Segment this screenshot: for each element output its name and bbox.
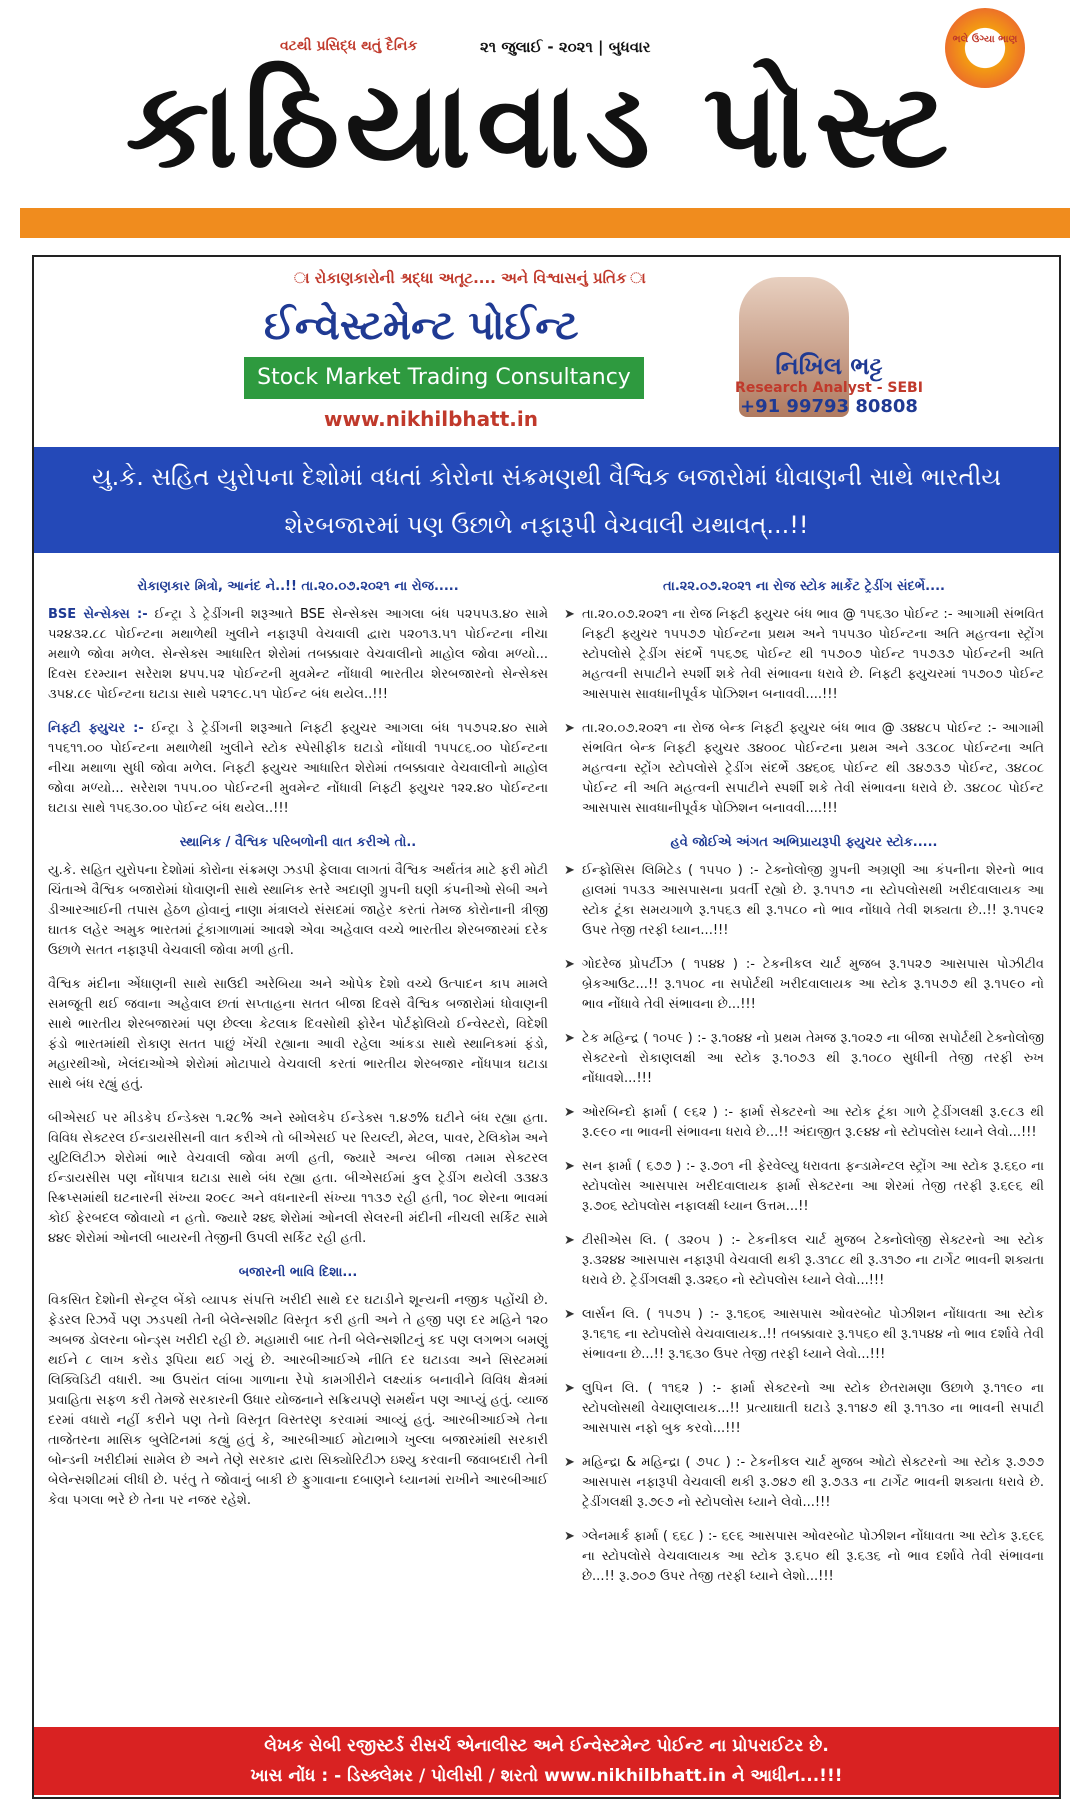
orange-rule [20,208,1070,238]
stock-item [564,1527,1044,1587]
newspaper-title: કાઠિયાવાડ પોસ્ટ [125,55,955,194]
arrow-icon: ➤ [564,1455,575,1470]
arrow-icon: ➤ [564,863,575,878]
arrow-icon: ➤ [564,1031,575,1046]
bse-label: BSE સેન્સેક્સ :- [48,607,148,622]
right-column [564,567,1044,1601]
stock-text: ટેક મહિન્દ્ર ( ૧૦૫૯ ) :- રૂ.૧૦૪૪ નો પ્રથમ તેમજ રૂ.૧૦૨૭ ના બીજા સપોર્ટથી ટેક્નોલોજી સેક્ટરનો રોકાણલક્ષી આ સ્ટોક રૂ.૧૦૭૩ થી રૂ.૧૦૮૦ સુધીની તેજી તરફી રુખ નોંધાવશે...!!! [582,1031,1044,1086]
brand-name: ઈન્વેસ્ટમેન્ટ પોઈન્ટ [264,302,579,349]
stock-item [564,1231,1044,1291]
dateline: ૨૧ જુલાઈ - ૨૦૨૧ | બુધવાર [480,38,651,56]
bse-paragraph [48,605,548,705]
arrow-icon: ➤ [564,1105,575,1120]
stock-item [564,1157,1044,1217]
nifty-label: નિફ્ટી ફ્યુચર :- [48,721,144,736]
stock-text: ગોદરેજ પ્રોપર્ટીઝ ( ૧૫૪૪ ) :- ટેકનીકલ ચાર્ટ મુજબ રૂ.૧૫૨૭ આસપાસ પોઝીટીવ બ્રેકઆઉટ...!! રૂ.૧૫૦૮ ના સપોર્ટથી ખરીદવાલાયક આ સ્ટોક રૂ.૧૫૭૭ થી રૂ.૧૫૯૦ નો ભાવ નોંધાવે તેવી સંભાવના છે...!!! [582,957,1044,1012]
arrow-icon: ➤ [564,1381,575,1396]
stock-item [564,1379,1044,1439]
nifty-outlook: તા.૨૦.૦૭.૨૦૨૧ ના રોજ નિફ્ટી ફ્યુચર બંધ ભાવ @ ૧૫૬૩૦ પોઈન્ટ :- આગામી સંભવિત નિફ્ટી ફ્યુચર ૧૫૫૭૭ પોઈન્ટના પ્રથમ અને ૧૫૫૩૦ પોઈન્ટના અતિ મહત્વના સ્ટ્રોંગ સ્ટોપલોસે ટ્રેડીંગ સંદર્ભે ૧૫૬૭૬ પોઈન્ટ થી ૧૫૭૦૭ પોઈન્ટ ૧૫૭૩૭ પોઈન્ટની અતિ મહત્વની સપાટીને સ્પર્શી શકે તેવી સંભાવના ધરાવે છે. નિફ્ટી ફ્યુચરમાં ૧૫૭૦૭ પોઈન્ટ આસપાસ સાવધાનીપૂર્વક પોઝિશન બનાવવી....!!! [582,607,1044,702]
arrow-icon: ➤ [564,1233,575,1248]
motto: ા રોકાણકારોની શ્રદ્ધા અતૂટ.... અને વિશ્વાસનું પ્રતિક ા [294,269,646,287]
stock-text: ટીસીએસ લિ. ( ૩૨૦૫ ) :- ટેકનીકલ ચાર્ટ મુજબ ટેક્નોલોજી સેક્ટરનો આ સ્ટોક રૂ.૩૨૪૪ આસપાસ નફારૂપી વેચવાલી થકી રૂ.૩૧૮૮ થી રૂ.૩૧૭૦ ના ટાર્ગેટ ભાવની શક્યતા ધરાવે છે. ટ્રેડીંગલક્ષી રૂ.૩૨૬૦ નો સ્ટોપલોસ ધ્યાને લેવો...!!! [582,1233,1044,1288]
arrow-icon: ➤ [564,1159,575,1174]
stock-text: ઓરબિન્દો ફાર્મા ( ૯૬૨ ) :- ફાર્મા સેક્ટરનો આ સ્ટોક ટૂંકા ગાળે ટ્રેડીંગલક્ષી રૂ.૯૮૩ થી રૂ.૯૯૦ ના ભાવની સંભાવના ધરાવે છે...!! અંદાજીત રૂ.૯૪૪ નો સ્ટોપલોસ ધ્યાને લેવો...!!! [582,1105,1044,1140]
stock-text: લાર્સન લિ. ( ૧૫૭૫ ) :- રૂ.૧૬૦૬ આસપાસ ઓવરબોટ પોઝીશન નોંધાવતા આ સ્ટોક રૂ.૧૬૧૬ ના સ્ટોપલોસે વેચવાલાયક..!! તબક્કાવાર રૂ.૧૫૬૦ થી રૂ.૧૫૪૪ નો ભાવ દર્શાવે તેવી સંભાવના છે...!! રૂ.૧૬૩૦ ઉપર તેજી તરફી ધ્યાને લેવો...!!! [582,1307,1044,1362]
left-column [48,567,548,1525]
stock-text: મહિન્દ્રા & મહિન્દ્રા ( ૭૫૮ ) :- ટેકનીકલ ચાર્ટ મુજબ ઓટો સેક્ટરનો આ સ્ટોક રૂ.૭૭૭ આસપાસ નફારૂપી વેચવાલી થકી રૂ.૭૪૭ થી રૂ.૭૩૩ ના ટાર્ગેટ ભાવની શક્યતા ધરાવે છે. ટ્રેડીંગલક્ષી રૂ.૭૯૭ નો સ્ટોપલોસ ધ્યાને લેવો...!!! [582,1455,1044,1510]
intro-heading: રોકાણકાર મિત્રો, આનંદ ને..!! તા.૨૦.૦૭.૨૦૨૧ ના રોજ..... [137,579,459,594]
website-link[interactable]: www.nikhilbhatt.in [324,407,538,431]
stock-item [564,1029,1044,1089]
stock-item [564,955,1044,1015]
paragraph: વિકસિત દેશોની સેન્ટ્રલ બેંકો વ્યાપક સંપત્તિ ખરીદી સાથે દર ઘટાડીને શૂન્યની નજીક પહોંચી છે. ફેડરલ રિઝર્વે પણ ઝડપથી તેની બેલેન્સશીટ વિસ્તૃત કરી હતી અને તે હજી પણ દર મહિને ૧૨૦ અબજ ડોલરના બોન્ડ્સ ખરીદી રહી છે. મહામારી બાદ તેની બેલેન્સશીટનું કદ પણ લગભગ બમણું થઈને ૮ લાખ કરોડ રૂપિયા થઈ ગયું છે. આરબીઆઈએ નીતિ દર ઘટાડવા અને સિસ્ટમમાં લિક્વિડિટી વધારી. આ ઉપરાંત લાંબા ગાળાના રેપો કામગીરીને લક્ષ્યાંક બનાવીને વિવિધ ક્ષેત્રમાં પ્રવાહિતા સફળ કરી તેમજે સરકારની ઉધાર યોજનાને સક્રિયપણે સમર્થન પણ આપ્યું હતું. વ્યાજ દરમાં વધારો નહીં કરીને પણ તેનો વિસ્તૃત વિસ્તરણ કરવામાં આવ્યું હતું. આરબીઆઈએ તેના તાજેતરના માસિક બુલેટિનમાં કહ્યું હતું કે, આરબીઆઈ મોટાભાગે ખુલ્લા બજારમાંથી સરકારી બોન્ડની ખરીદીમાં સામેલ છે અને તેણે સરકાર દ્વારા સિક્યોરિટીઝ ઇશ્યુ કરવાની જવાબદારી તેની બેલેન્સશીટમાં લીધી છે. પરંતુ તે જોવાનું બાકી છે ફુગાવાના દબાણને ધ્યાનમાં રાખીને આરબીઆઈ કેવા પગલા ભરે છે તેના પર નજર રહેશે. [48,1293,548,1508]
sun-logo-text: ભલે ઉગ્યા ભાણ [952,34,1018,45]
banknifty-outlook: તા.૨૦.૦૭.૨૦૨૧ ના રોજ બેન્ક નિફ્ટી ફ્યુચર બંધ ભાવ @ ૩૪૪૮૫ પોઈન્ટ :- આગામી સંભવિત બેન્ક નિફ્ટી ફ્યુચર ૩૪૦૦૮ પોઈન્ટના પ્રથમ અને ૩૩૮૦૮ પોઈન્ટના અતિ મહત્વના સ્ટ્રોંગ સ્ટોપલોસે ટ્રેડીંગ સંદર્ભે ૩૪૬૦૬ પોઈન્ટ થી ૩૪૭૩૭ પોઈન્ટ, ૩૪૮૦૮ પોઈન્ટ ની અતિ મહત્વની સપાટીને સ્પર્શી શકે તેવી સંભાવના ધરાવે છે. ૩૪૮૦૮ પોઈન્ટ આસપાસ સાવધાનીપૂર્વક પોઝિશન બનાવવી....!!! [582,721,1044,816]
arrow-icon: ➤ [564,1529,575,1544]
headline: યુ.કે. સહિત યુરોપના દેશોમાં વધતાં કોરોના સંક્રમણથી વૈશ્વિક બજારોમાં ધોવાણની સાથે ભારતીય શેરબજારમાં પણ ઉછાળે નફારૂપી વેચવાલી યથાવત્...!! [34,447,1059,553]
stock-text: ગ્લેનમાર્ક ફાર્મા ( ૬૬૮ ) :- ૬૯૬ આસપાસ ઓવરબોટ પોઝીશન નોંધાવતા આ સ્ટોક રૂ.૬૯૬ ના સ્ટોપલોસે વેચવાલાયક આ સ્ટોક રૂ.૬૫૦ થી રૂ.૬૩૬ નો ભાવ દર્શાવે તેવી સંભાવના છે...!! રૂ.૭૦૭ ઉપર તેજી તરફી ધ્યાને લેશો...!!! [582,1529,1044,1584]
arrow-icon: ➤ [564,957,575,972]
consultancy-banner: Stock Market Trading Consultancy [244,357,644,399]
footer-line-1: લેખક સેબી રજીસ્ટર્ડ રીસર્ચ એનાલીસ્ટ અને ઈન્વેસ્ટમેન્ટ પોઈન્ટ ના પ્રોપરાઈટર છે. [264,1736,829,1756]
paragraph: યુ.કે. સહિત યુરોપના દેશોમાં કોરોના સંક્રમણ ઝડપી ફેલાવા લાગતાં વૈશ્વિક અર્થતંત્ર માટે ફરી મોટી ચિંતાએ વૈશ્વિક બજારોમાં ધોવાણની સાથે સ્થાનિક સ્તરે અદાણી ગ્રુપની ઘણી કંપનીઓ સેબી અને ડીઆરઆઈની તપાસ હેઠળ હોવાનું નાણા મંત્રાલયે સંસદમાં જાહેર કરતાં તેમજ કોરોનાની ત્રીજી ઘાતક લહેર અમુક ભારતમાં ટૂંકાગાળામાં આવશે એવા અહેવાલ વચ્ચે ભારતીય શેરબજારમાં દરેક ઉછાળે સતત નફારૂપી વેચવાલી જોવા મળી હતી. [48,863,548,958]
stock-text: લુપિન લિ. ( ૧૧૬૨ ) :- ફાર્મા સેક્ટરનો આ સ્ટોક છેતરામણા ઉછાળે રૂ.૧૧૯૦ ના સ્ટોપલોસથી વેચાણલાયક...!! પ્રત્યાઘાતી ઘટાડે રૂ.૧૧૪૭ થી રૂ.૧૧૩૦ ના ભાવની સપાટી આસપાસ નફો બુક કરવો...!!! [582,1381,1044,1436]
stock-item [564,1305,1044,1365]
nifty-text: ઈન્ટ્રા ડે ટ્રેડીંગની શરૂઆતે નિફ્ટી ફ્યુચર આગલા બંધ ૧૫૭૫૨.૪૦ સામે ૧૫૬૧૧.૦૦ પોઈન્ટના મથાળેથી ખુલીને સ્ટોક સ્પેસીફીક ઘટાડો નોંધાવી ૧૫૫૮૬.૦૦ પોઈન્ટના નીચા મથાળા સુધી જોવા મળેલ. નિફ્ટી ફ્યુચર આધારિત શેરોમાં તબક્કાવાર વેચવાલીનો માહોલ જોવા મળ્યો... સરેરાશ ૧૫૫.૦૦ પોઈન્ટની મુવમેન્ટ નોંધાવી નિફ્ટી ફ્યુચર ૧૨૨.૪૦ પોઈન્ટના ઘટાડા સાથે ૧૫૬૩૦.૦૦ પોઈન્ટ બંધ થયેલ..!!! [48,721,548,816]
nifty-paragraph [48,719,548,819]
advertisement-box [32,255,1061,1799]
list-item [564,605,1044,705]
analyst-title: Research Analyst - SEBI [735,380,923,396]
stock-item [564,1103,1044,1143]
list-item [564,719,1044,819]
section-heading: સ્થાનિક / વૈશ્વિક પરિબળોની વાત કરીએ તો.. [179,835,417,850]
footer-banner [34,1727,1059,1795]
paragraph: બીએસઈ પર મીડકેપ ઈન્ડેક્સ ૧.૨૮% અને સ્મોલકેપ ઈન્ડેક્સ ૧.૪૭% ઘટીને બંધ રહ્યા હતા. વિવિધ સેક્ટરલ ઈન્ડાયસીસની વાત કરીએ તો બીએસઈ પર રિયલ્ટી, મેટલ, પાવર, ટેલિકોમ અને યુટિલિટીઝ શેરોમાં ભારે વેચવાલી જોવા મળી હતી, જ્યારે અન્ય બીજા તમામ સેક્ટરલ ઈન્ડાયસીસ પણ નોંધપાત્ર ઘટાડા સાથે બંધ રહ્યા હતા. બીએસઈમાં કુલ ટ્રેડીંગ થયેલી ૩૩૪૩ સ્ક્રિપ્સમાંથી ઘટનારની સંખ્યા ૨૦૯૮ અને વધનારની સંખ્યા ૧૧૩૭ રહી હતી, ૧૦૮ શેરના ભાવમાં કોઈ ફેરબદલ જોવાયો ન હતો. જ્યારે ૨૪૬ શેરોમાં ઓનલી સેલરની મંદીની નીચલી સર્કિટ સામે ૪૪૯ શેરોમાં ઓનલી બાયરની તેજીની ઉપલી સર્કિટ રહી હતી. [48,1111,548,1246]
masthead [0,0,1089,250]
stock-text: ઈન્ફોસિસ લિમિટેડ ( ૧૫૫૦ ) :- ટેક્નોલોજી ગ્રુપની અગ્રણી આ કંપનીના શેરનો ભાવ હાલમાં ૧૫૩૩ આસપાસના પ્રવર્તી રહ્યો છે. રૂ.૧૫૧૭ ના સ્ટોપલોસથી ખરીદવાલાયક આ સ્ટોક ટૂંકા સમયગાળે રૂ.૧૫૬૩ થી રૂ.૧૫૮૦ નો ભાવ નોંધાવે તેવી શક્યતા છે..!! રૂ.૧૫૯૨ ઉપર તેજી તરફી ધ્યાન...!!! [582,863,1044,938]
bse-text: ઈન્ટ્રા ડે ટ્રેડીંગની શરૂઆતે BSE સેન્સેક્સ આગલા બંધ ૫૨૫૫૩.૪૦ સામે ૫૨૪૩૨.૮૮ પોઈન્ટના મથાળેથી ખુલીને નફારૂપી વેચવાલી દ્વારા ૫૨૦૧૩.૫૧ પોઈન્ટના નીચા મથાળે જોવા મળેલ. સેન્સેક્સ આધારિત શેરોમાં તબક્કાવાર વેચવાલીનો માહોલ જોવા મળ્યો... દિવસ દરમ્યાન સરેરાશ ૪૫૫.૫૨ પોઈન્ટની મુવમેન્ટ નોંધાવી ભારતીય શેરબજારનો સેન્સેક્સ ૩૫૪.૮૯ પોઈન્ટના ઘટાડા સાથે ૫૨૧૯૮.૫૧ પોઈન્ટ બંધ થયેલ..!!! [48,607,548,702]
paragraph: વૈશ્વિક મંદીના એંધાણની સાથે સાઉદી અરેબિયા અને ઓપેક દેશો વચ્ચે ઉત્પાદન કાપ મામલે સમજૂતી થઈ જવાના અહેવાલ છતાં સપ્તાહના સતત બીજા દિવસે વૈશ્વિક બજારોમાં ધોવાણની સાથે ભારતીય શેરબજારમાં પણ છેલ્લા કેટલાક દિવસોથી ફોરેન પોર્ટફોલિયો ઈન્વેસ્ટરો, વિદેશી ફંડો ભારતમાંથી રોકાણ સતત પાછું ખેંચી રહ્યાના આવી રહેલા આંકડા સાથે સ્થાનિકમાં ફંડો, મહારથીઓ, ખેલંદાઓએ શેરોમાં મોટાપાયે વેચવાલી કરતાં ભારતીય શેરબજાર નોંધપાત્ર ઘટાડા સાથે બંધ રહ્યું હતું. [48,977,548,1092]
trading-heading: તા.૨૨.૦૭.૨૦૨૧ ના રોજ સ્ટોક માર્કેટ ટ્રેડીંગ સંદર્ભે.... [663,579,945,594]
analyst-info [709,352,949,417]
phone-number: +91 99793 80808 [740,396,918,417]
arrow-icon: ➤ [564,721,575,736]
section-heading: બજારની ભાવિ દિશા... [238,1265,358,1280]
footer-line-2: ખાસ નોંધ : - ડિસ્ક્લેમર / પોલીસી / શરતો www.nikhilbhatt.in ને આધીન...!!! [250,1766,843,1786]
stock-item [564,1453,1044,1513]
arrow-icon: ➤ [564,1307,575,1322]
arrow-icon: ➤ [564,607,575,622]
stock-text: સન ફાર્મા ( ૬૭૭ ) :- રૂ.૭૦૧ ની ફેરવેલ્યુ ધરાવતા ફન્ડામેન્ટલ સ્ટ્રોંગ આ સ્ટોક રૂ.૬૬૦ ના સ્ટોપલોસ આસપાસ ખરીદવાલાયક ફાર્મા સેક્ટરના આ શેરમાં તેજી તરફી રૂ.૬૯૬ થી રૂ.૭૦૬ સ્ટોપલોસ નફાલક્ષી ધ્યાન ઉત્તમ...!! [582,1159,1044,1214]
stocks-heading: હવે જોઈએ અંગત અભિપ્રાયરૂપી ફ્યુચર સ્ટોક..... [670,835,938,850]
stock-item [564,861,1044,941]
tagline: વટથી પ્રસિદ્ધ થતું દૈનિક [280,38,418,54]
analyst-name: નિખિલ ભટ્ટ [775,352,883,380]
